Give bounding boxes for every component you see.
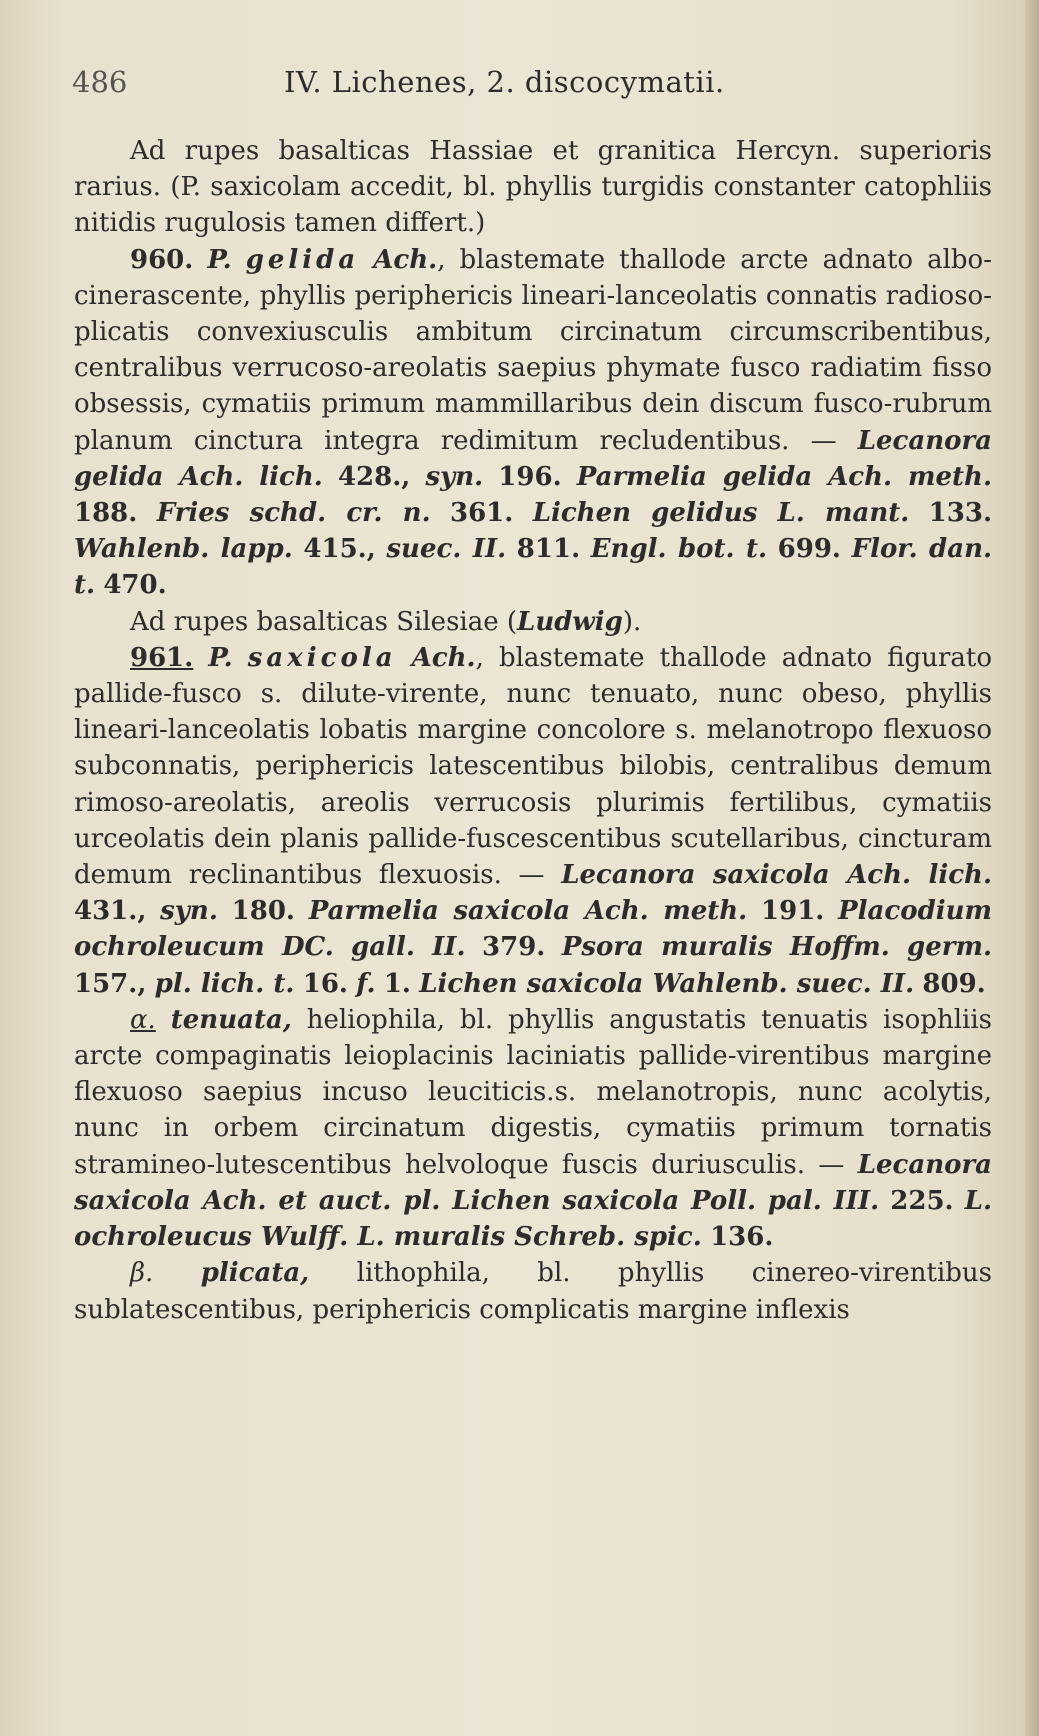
body-text xyxy=(74,133,992,1328)
author: Ach. xyxy=(373,244,438,275)
reference-number: 431., xyxy=(74,896,147,927)
description: , blastemate thallode adnato figurato pallide-fusco s. dilute-virente, nunc tenuato, nunc obeso, phyllis lineari-lanceolatis lobatis margine concolore s. melanotropo flexuoso subconnatis, periphericis latescentibus bilobis, centralibus demum rimoso-areolatis, areolis verrucosis plurimis fertilibus, cymatiis urceolatis dein planis pallide-fuscescentibus scutellaribus, cincturam demum reclinantibus flexuosis. — xyxy=(74,642,993,891)
genus-abbrev: P. xyxy=(207,244,232,275)
genus-abbrev: P. xyxy=(208,642,233,673)
reference-number: 196. xyxy=(498,461,562,492)
reference: syn. xyxy=(160,896,218,927)
entry-960 xyxy=(74,242,992,604)
entry-961 xyxy=(74,640,992,1002)
reference-number: 16. xyxy=(302,968,348,999)
variety-beta xyxy=(74,1255,992,1327)
entry-number: 961. xyxy=(130,642,194,673)
reference-number: 191. xyxy=(761,896,825,927)
reference-number: 225. xyxy=(890,1185,954,1216)
reference: Lichen saxicola Wahlenb. suec. II. xyxy=(419,968,915,999)
reference: Placodium ochroleucum DC. gall. II. xyxy=(74,896,993,963)
reference-number: 180. xyxy=(231,896,295,927)
paragraph-habitat-1 xyxy=(74,133,992,242)
reference-number: 133. xyxy=(928,498,992,529)
reference-number: 379. xyxy=(482,932,546,963)
reference: syn. xyxy=(425,461,484,492)
reference: L. ochroleucus Wulff. L. muralis Schreb. spic. xyxy=(74,1185,993,1253)
running-head: IV. Lichenes, 2. discocymatii. xyxy=(284,65,725,99)
species-name: gelida xyxy=(245,244,360,275)
description: , blastemate thallode arcte adnato albo-cinerascente, phyllis periphericis lineari-lanceolatis connatis radioso-plicatis convexiusculis ambitum circinatum circumscribentibus, centralibus verrucoso-areolatis saepius phymate fusco radiatim fisso obsessis, cymatiis primum mammillaribus dein discum fusco-rubrum planum cinctura integra redimitum recludentibus. — xyxy=(74,244,992,456)
reference: Parmelia gelida Ach. meth. xyxy=(576,461,993,492)
paragraph-text: Ad rupes basalticas Silesiae ( xyxy=(130,606,518,637)
variety-alpha xyxy=(74,1002,992,1255)
paragraph-text: ). xyxy=(622,606,642,637)
paragraph-text: Ad rupes basalticas Hassiae et granitica Hercyn. superioris rarius. (P. saxicolam accedit, bl. phyllis turgidis constanter catophliis nitidis rugulosis tamen differt.) xyxy=(74,136,992,239)
reference-number: 136. xyxy=(710,1222,774,1253)
reference-number: 699. xyxy=(777,534,841,565)
reference-number: 428., xyxy=(337,461,411,492)
reference: Lecanora saxicola Ach. lich. xyxy=(561,860,992,891)
reference-number: 811. xyxy=(516,534,581,565)
description: heliophila, bl. phyllis angustatis tenuatis isophliis arcte compaginatis leioplacinis laciniatis pallide-virentibus margine flexuoso saepius incuso leuciticis.s. melanotropis, nunc acolytis, nunc in orbem circinatum digestis, cymatiis primum tornatis stramineo-lutescentibus helvoloque fuscis duriusculis. — xyxy=(74,1004,993,1180)
reference: Engl. bot. t. xyxy=(590,534,768,565)
reference-number: 1. xyxy=(383,968,411,999)
reference-number: 361. xyxy=(450,498,514,529)
description: lithophila, bl. phyllis cinereo-virentibus sublatescentibus, periphericis complicatis margine inflexis xyxy=(74,1258,993,1325)
reference: Lichen gelidus L. mant. xyxy=(532,498,910,529)
reference-number: 157., xyxy=(74,968,147,999)
reference: Fries schd. cr. n. xyxy=(156,498,431,529)
variety-label: α. xyxy=(130,1004,156,1035)
reference: Flor. dan. t. xyxy=(74,534,993,601)
entry-number: 960. xyxy=(130,244,194,275)
reference: suec. II. xyxy=(386,534,507,565)
reference: pl. lich. t. xyxy=(154,968,295,999)
reference: Wahlenb. lapp. xyxy=(74,534,293,565)
variety-name: plicata, xyxy=(200,1258,310,1289)
reference: Parmelia saxicola Ach. meth. xyxy=(308,896,748,927)
variety-label: β. xyxy=(130,1258,154,1289)
reference: Psora muralis Hoffm. germ. xyxy=(561,932,993,963)
page-edge xyxy=(1025,0,1039,1736)
reference: Lecanora saxicola Ach. et auct. pl. Lichen saxicola Poll. pal. III. xyxy=(74,1149,992,1216)
reference-number: 188. xyxy=(74,498,138,529)
author: Ach. xyxy=(411,642,476,673)
collector-name: Ludwig xyxy=(517,606,623,637)
reference: f. xyxy=(356,968,376,999)
page-number: 486 xyxy=(72,65,128,99)
species-name: saxicola xyxy=(247,642,397,673)
reference-number: 415., xyxy=(303,534,376,565)
paragraph-habitat-2 xyxy=(74,604,992,640)
reference-number: 470. xyxy=(103,570,167,601)
variety-name: tenuata, xyxy=(170,1004,292,1035)
reference-number: 809. xyxy=(922,968,986,999)
page-header xyxy=(72,62,972,102)
reference: Lecanora gelida Ach. lich. xyxy=(74,425,992,492)
